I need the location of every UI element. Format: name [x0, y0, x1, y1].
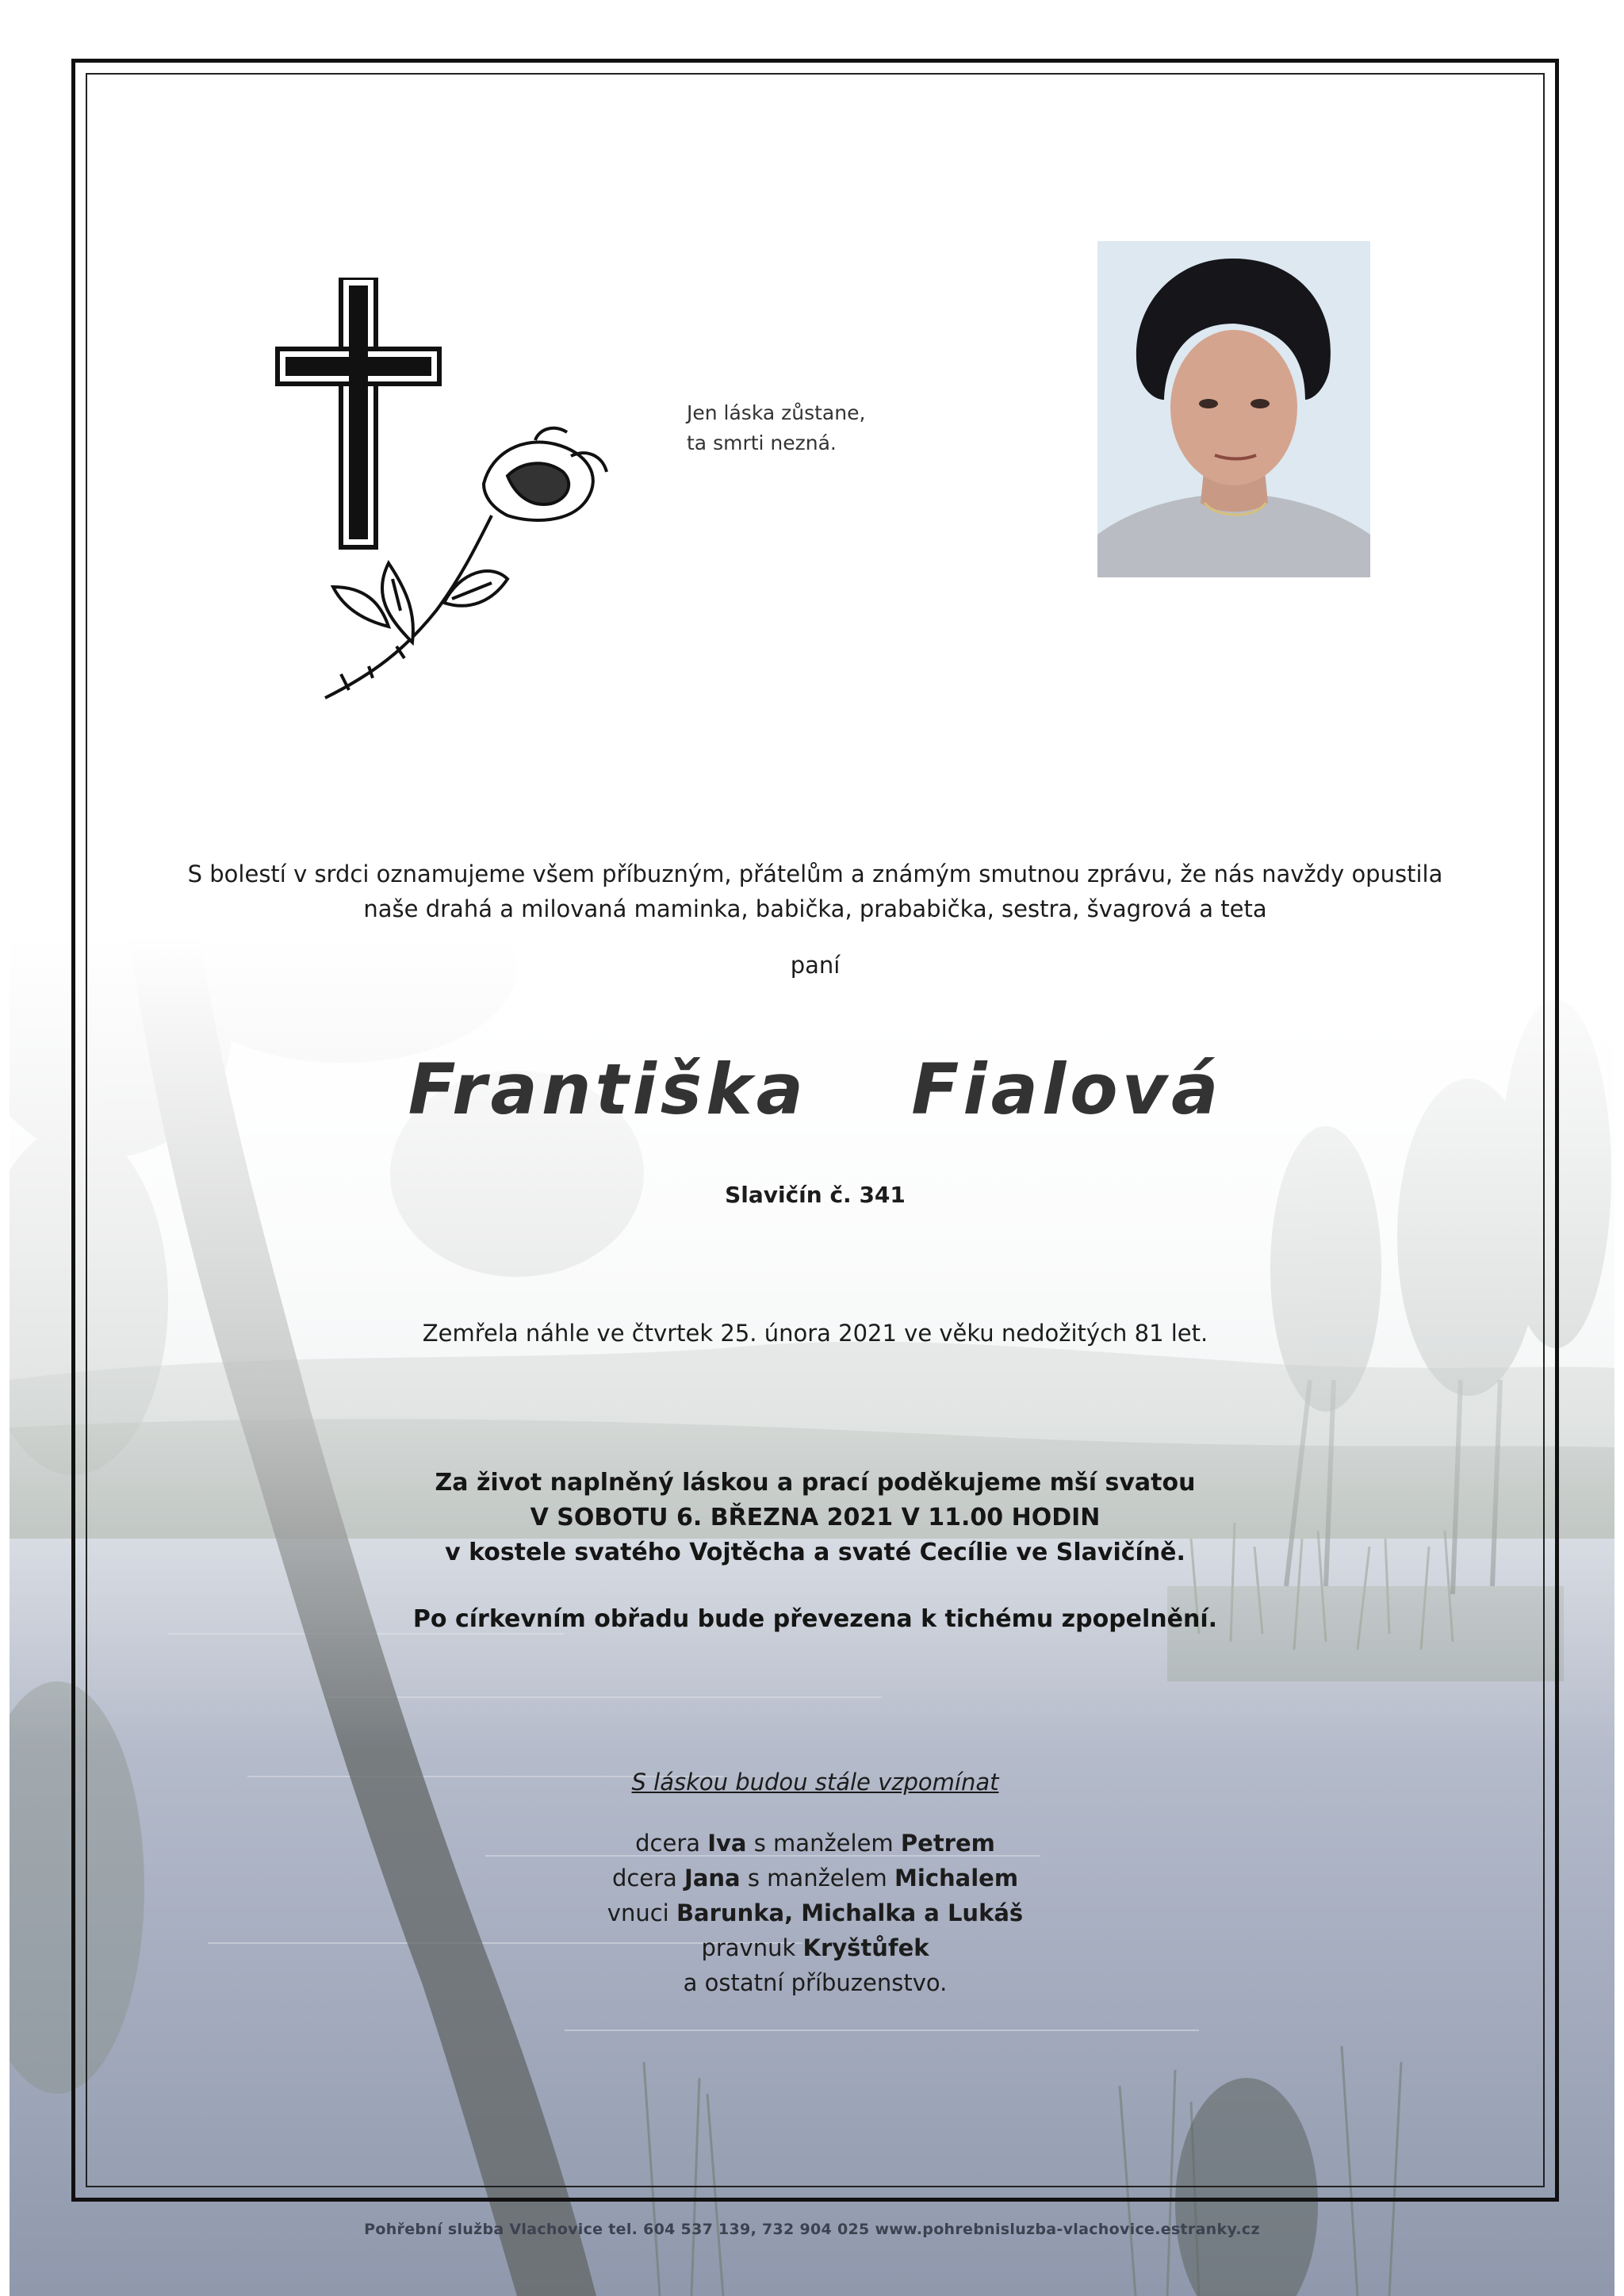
- mourner-row: [87, 1930, 1543, 1965]
- announcement-line-2: naše drahá a milovaná maminka, babička, prababička, sestra, švagrová a teta: [363, 895, 1267, 922]
- portrait-photo: [1097, 241, 1370, 577]
- funeral-line-2: V SOBOTU 6. BŘEZNA 2021 V 11.00 HODIN: [530, 1504, 1101, 1531]
- mourner-name: Michalem: [894, 1865, 1019, 1892]
- cross-rose-illustration: [254, 278, 634, 738]
- mourner-relation: dcera: [635, 1830, 708, 1857]
- mourner-name: Barunka, Michalka a Lukáš: [676, 1899, 1024, 1926]
- funeral-line-3: v kostele svatého Vojtěcha a svaté Cecílie ve Slavičíně.: [445, 1539, 1185, 1566]
- mourner-relation: a ostatní příbuzenstvo.: [683, 1969, 948, 1996]
- cross-icon: [278, 278, 439, 547]
- mourner-relation: s manželem: [746, 1830, 901, 1857]
- mourner-row: [87, 1965, 1543, 2000]
- mourner-row: [87, 1861, 1543, 1895]
- motto-line-2: ta smrti nezná.: [687, 431, 837, 454]
- mourner-name: Kryštůfek: [802, 1934, 929, 1961]
- death-notice: Zemřela náhle ve čtvrtek 25. února 2021 ve věku nedožitých 81 let.: [422, 1320, 1208, 1347]
- mourner-relation: dcera: [611, 1865, 685, 1892]
- motto-verse: [687, 398, 865, 458]
- motto-line-1: Jen láska zůstane,: [687, 401, 866, 424]
- funeral-service-footer: Pohřební služba Vlachovice tel. 604 537 139, 732 904 025 www.pohrebnisluzba-vlachovice.estranky.cz: [364, 2221, 1260, 2238]
- remembrance-heading: S láskou budou stále vzpomínat: [631, 1769, 999, 1796]
- deceased-name: Františka Fialová: [408, 1048, 1223, 1130]
- announcement-text: [87, 857, 1543, 926]
- mourner-name: Iva: [707, 1830, 747, 1857]
- salutation: paní: [790, 952, 841, 979]
- mourners-list: [87, 1826, 1543, 2000]
- cremation-notice: Po církevním obřadu bude převezena k tichému zpopelnění.: [412, 1605, 1218, 1633]
- funeral-details: [87, 1466, 1543, 1570]
- mourner-relation: s manželem: [740, 1865, 895, 1892]
- deceased-address: Slavičín č. 341: [725, 1182, 906, 1208]
- mourner-name: Jana: [684, 1865, 741, 1892]
- mourner-row: [87, 1895, 1543, 1930]
- funeral-line-1: Za život naplněný láskou a prací poděkujeme mší svatou: [435, 1469, 1196, 1497]
- mourner-relation: vnuci: [607, 1899, 676, 1926]
- announcement-line-1: S bolestí v srdci oznamujeme všem příbuzným, přátelům a známým smutnou zprávu, že nás navždy opustila: [187, 861, 1443, 887]
- mourner-name: Petrem: [900, 1830, 995, 1857]
- mourner-relation: pravnuk: [701, 1934, 803, 1961]
- mourner-row: [87, 1826, 1543, 1861]
